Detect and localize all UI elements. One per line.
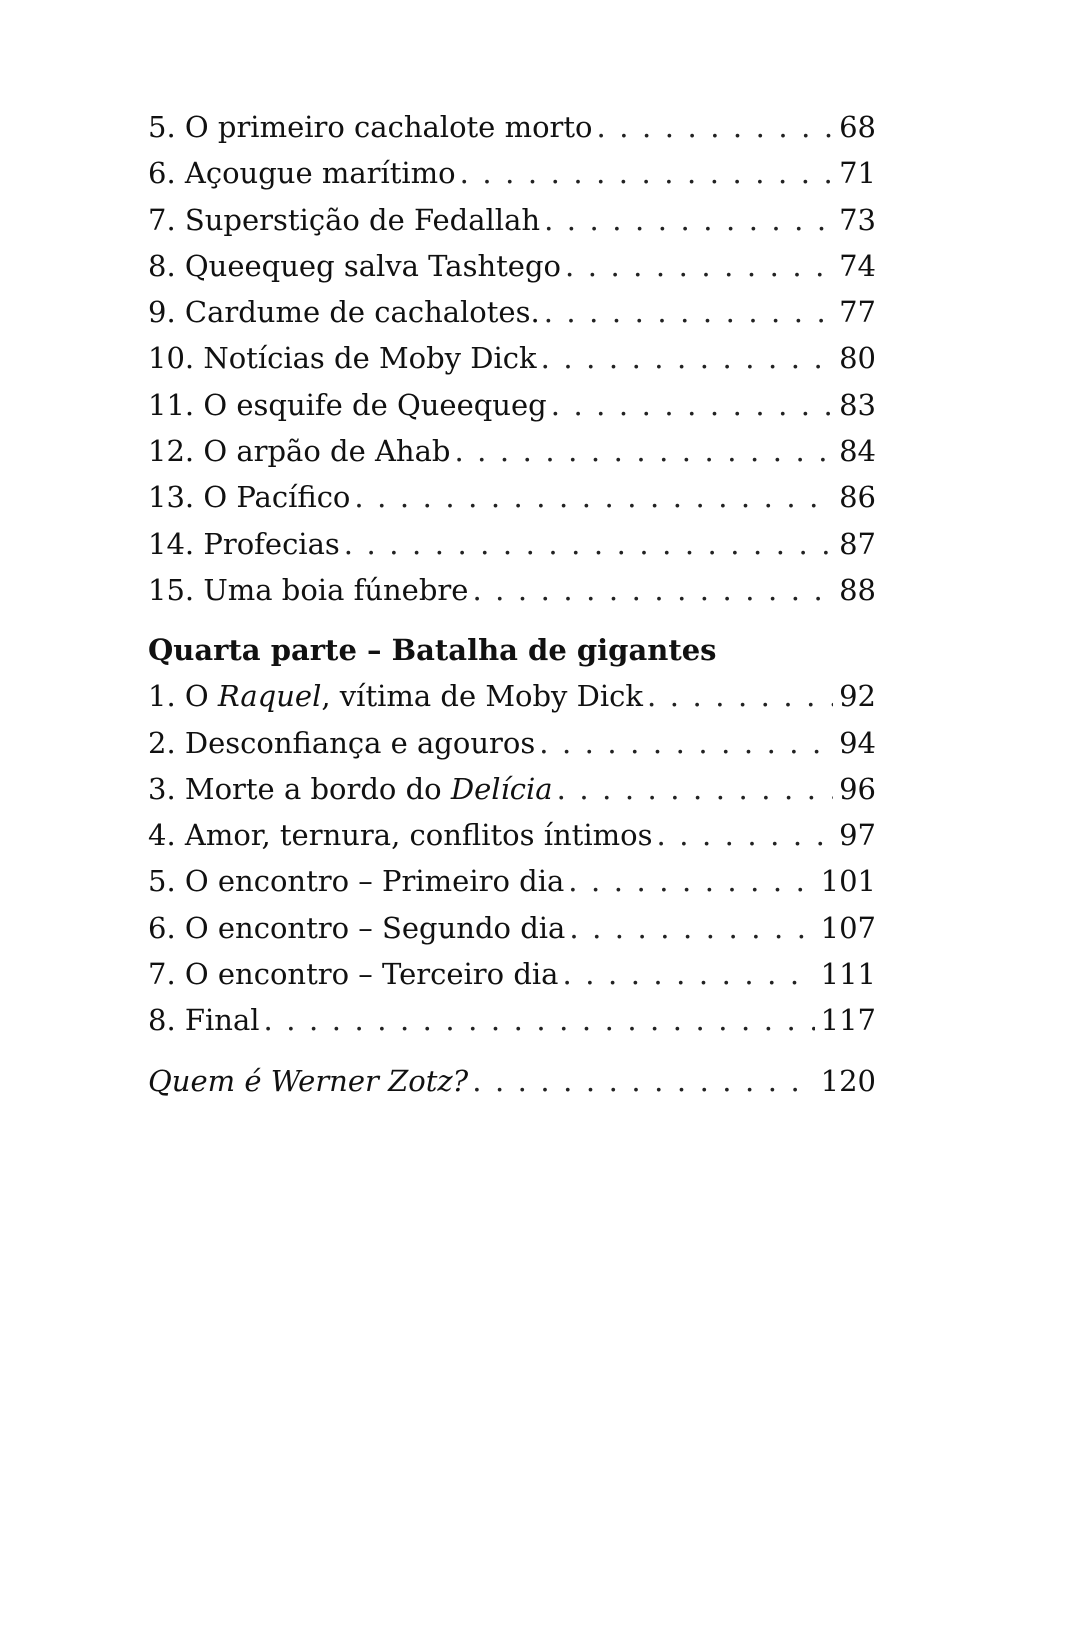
toc-entry-label [148, 766, 553, 812]
toc-entry-page: 80 [839, 341, 876, 376]
label-text: 4. Amor, ternura, conflitos íntimos [148, 818, 653, 853]
leader-dots [597, 104, 834, 150]
table-of-contents [148, 104, 876, 1104]
leader-dots [569, 905, 814, 951]
leader-dots [541, 335, 833, 381]
toc-entry-label [148, 951, 558, 997]
label-text: 2. Desconfiança e agouros [148, 725, 536, 760]
leader-dots [344, 521, 833, 567]
toc-entry-label [148, 905, 565, 951]
leader-dots [557, 766, 833, 812]
toc-entry-label [148, 997, 260, 1043]
toc-entry-label [148, 858, 564, 904]
label-italic-text: Delícia [450, 771, 553, 806]
leader-dots [565, 243, 833, 289]
toc-entry-page: 107 [820, 910, 876, 945]
toc-entry-page: 74 [839, 248, 876, 283]
leader-dots [568, 858, 814, 904]
label-text: 3. Morte a bordo do [148, 771, 451, 806]
leader-dots [539, 720, 833, 766]
toc-entry-page: 83 [839, 387, 876, 422]
leader-dots [544, 289, 833, 335]
toc-entry-page: 111 [820, 957, 876, 992]
toc-entry-label: 10. Notícias de Moby Dick [148, 341, 537, 376]
label-italic-text: Raquel [217, 679, 322, 714]
toc-entry [148, 289, 876, 335]
leader-dots [656, 812, 833, 858]
toc-entry-page: 71 [839, 156, 876, 191]
leader-dots [460, 150, 833, 196]
label-text: 6. O encontro – Segundo dia [148, 910, 566, 945]
label-text: 5. O encontro – Primeiro dia [148, 864, 565, 899]
leader-dots [562, 951, 814, 997]
leader-dots [354, 474, 833, 520]
toc-entry [148, 474, 876, 520]
toc-entry-page: 77 [839, 295, 876, 330]
toc-entry-page: 94 [839, 725, 876, 760]
toc-entry-label: 5. O primeiro cachalote morto [148, 110, 593, 144]
label-text: 1. O [148, 679, 218, 714]
toc-entry [148, 905, 876, 951]
toc-entry-page: 97 [839, 818, 876, 853]
label-text-suffix: , vítima de Moby Dick [321, 679, 643, 714]
toc-entry [148, 673, 876, 719]
toc-entry-label [148, 812, 652, 858]
leader-dots [472, 1058, 814, 1104]
toc-entry-author [148, 1058, 876, 1104]
toc-entry-label: 11. O esquife de Queequeg [148, 387, 547, 422]
toc-entry-page: 68 [839, 110, 876, 144]
toc-entry [148, 858, 876, 904]
toc-entry [148, 997, 876, 1043]
toc-entry-label: 13. O Pacífico [148, 480, 351, 515]
toc-entry [148, 104, 876, 150]
leader-dots [647, 673, 833, 719]
toc-entry-page: 101 [820, 864, 876, 899]
toc-entry [148, 951, 876, 997]
toc-entry-page: 88 [839, 572, 876, 607]
toc-entry-label: 14. Profecias [148, 526, 340, 561]
toc-entry-label [148, 673, 643, 719]
toc-entry [148, 766, 876, 812]
toc-entry-label: 7. Superstição de Fedallah [148, 202, 541, 237]
leader-dots [551, 382, 833, 428]
leader-dots [472, 567, 833, 613]
toc-group-a [148, 104, 876, 613]
toc-entry [148, 243, 876, 289]
toc-entry-page: 86 [839, 480, 876, 515]
toc-entry-page: 92 [839, 679, 876, 714]
toc-entry-label [148, 720, 535, 766]
toc-entry-page: 117 [820, 1003, 876, 1038]
toc-entry-page: 84 [839, 434, 876, 469]
toc-entry [148, 382, 876, 428]
toc-entry-page: 120 [820, 1063, 876, 1098]
toc-entry-label: 8. Queequeg salva Tashtego [148, 248, 561, 283]
leader-dots [264, 997, 815, 1043]
toc-entry [148, 428, 876, 474]
toc-entry-label: 12. O arpão de Ahab [148, 434, 451, 469]
toc-entry-page: 87 [839, 526, 876, 561]
toc-entry [148, 812, 876, 858]
toc-entry [148, 521, 876, 567]
toc-entry [148, 567, 876, 613]
leader-dots [454, 428, 833, 474]
toc-entry-label: 15. Uma boia fúnebre [148, 572, 469, 607]
toc-entry [148, 197, 876, 243]
toc-group-b [148, 673, 876, 1043]
label-text: 8. Final [148, 1003, 260, 1038]
spacer [148, 1044, 876, 1058]
toc-entry-label: 9. Cardume de cachalotes. [148, 295, 540, 330]
label-text: 7. O encontro – Terceiro dia [148, 957, 559, 992]
toc-entry-label: Quem é Werner Zotz? [148, 1063, 469, 1098]
toc-entry [148, 335, 876, 381]
leader-dots [544, 197, 833, 243]
toc-entry [148, 150, 876, 196]
toc-entry-page: 96 [839, 771, 876, 806]
toc-entry-page: 73 [839, 202, 876, 237]
toc-entry-label: 6. Açougue marítimo [148, 156, 456, 191]
toc-entry [148, 720, 876, 766]
section-heading: Quarta parte – Batalha de gigantes [148, 633, 717, 668]
